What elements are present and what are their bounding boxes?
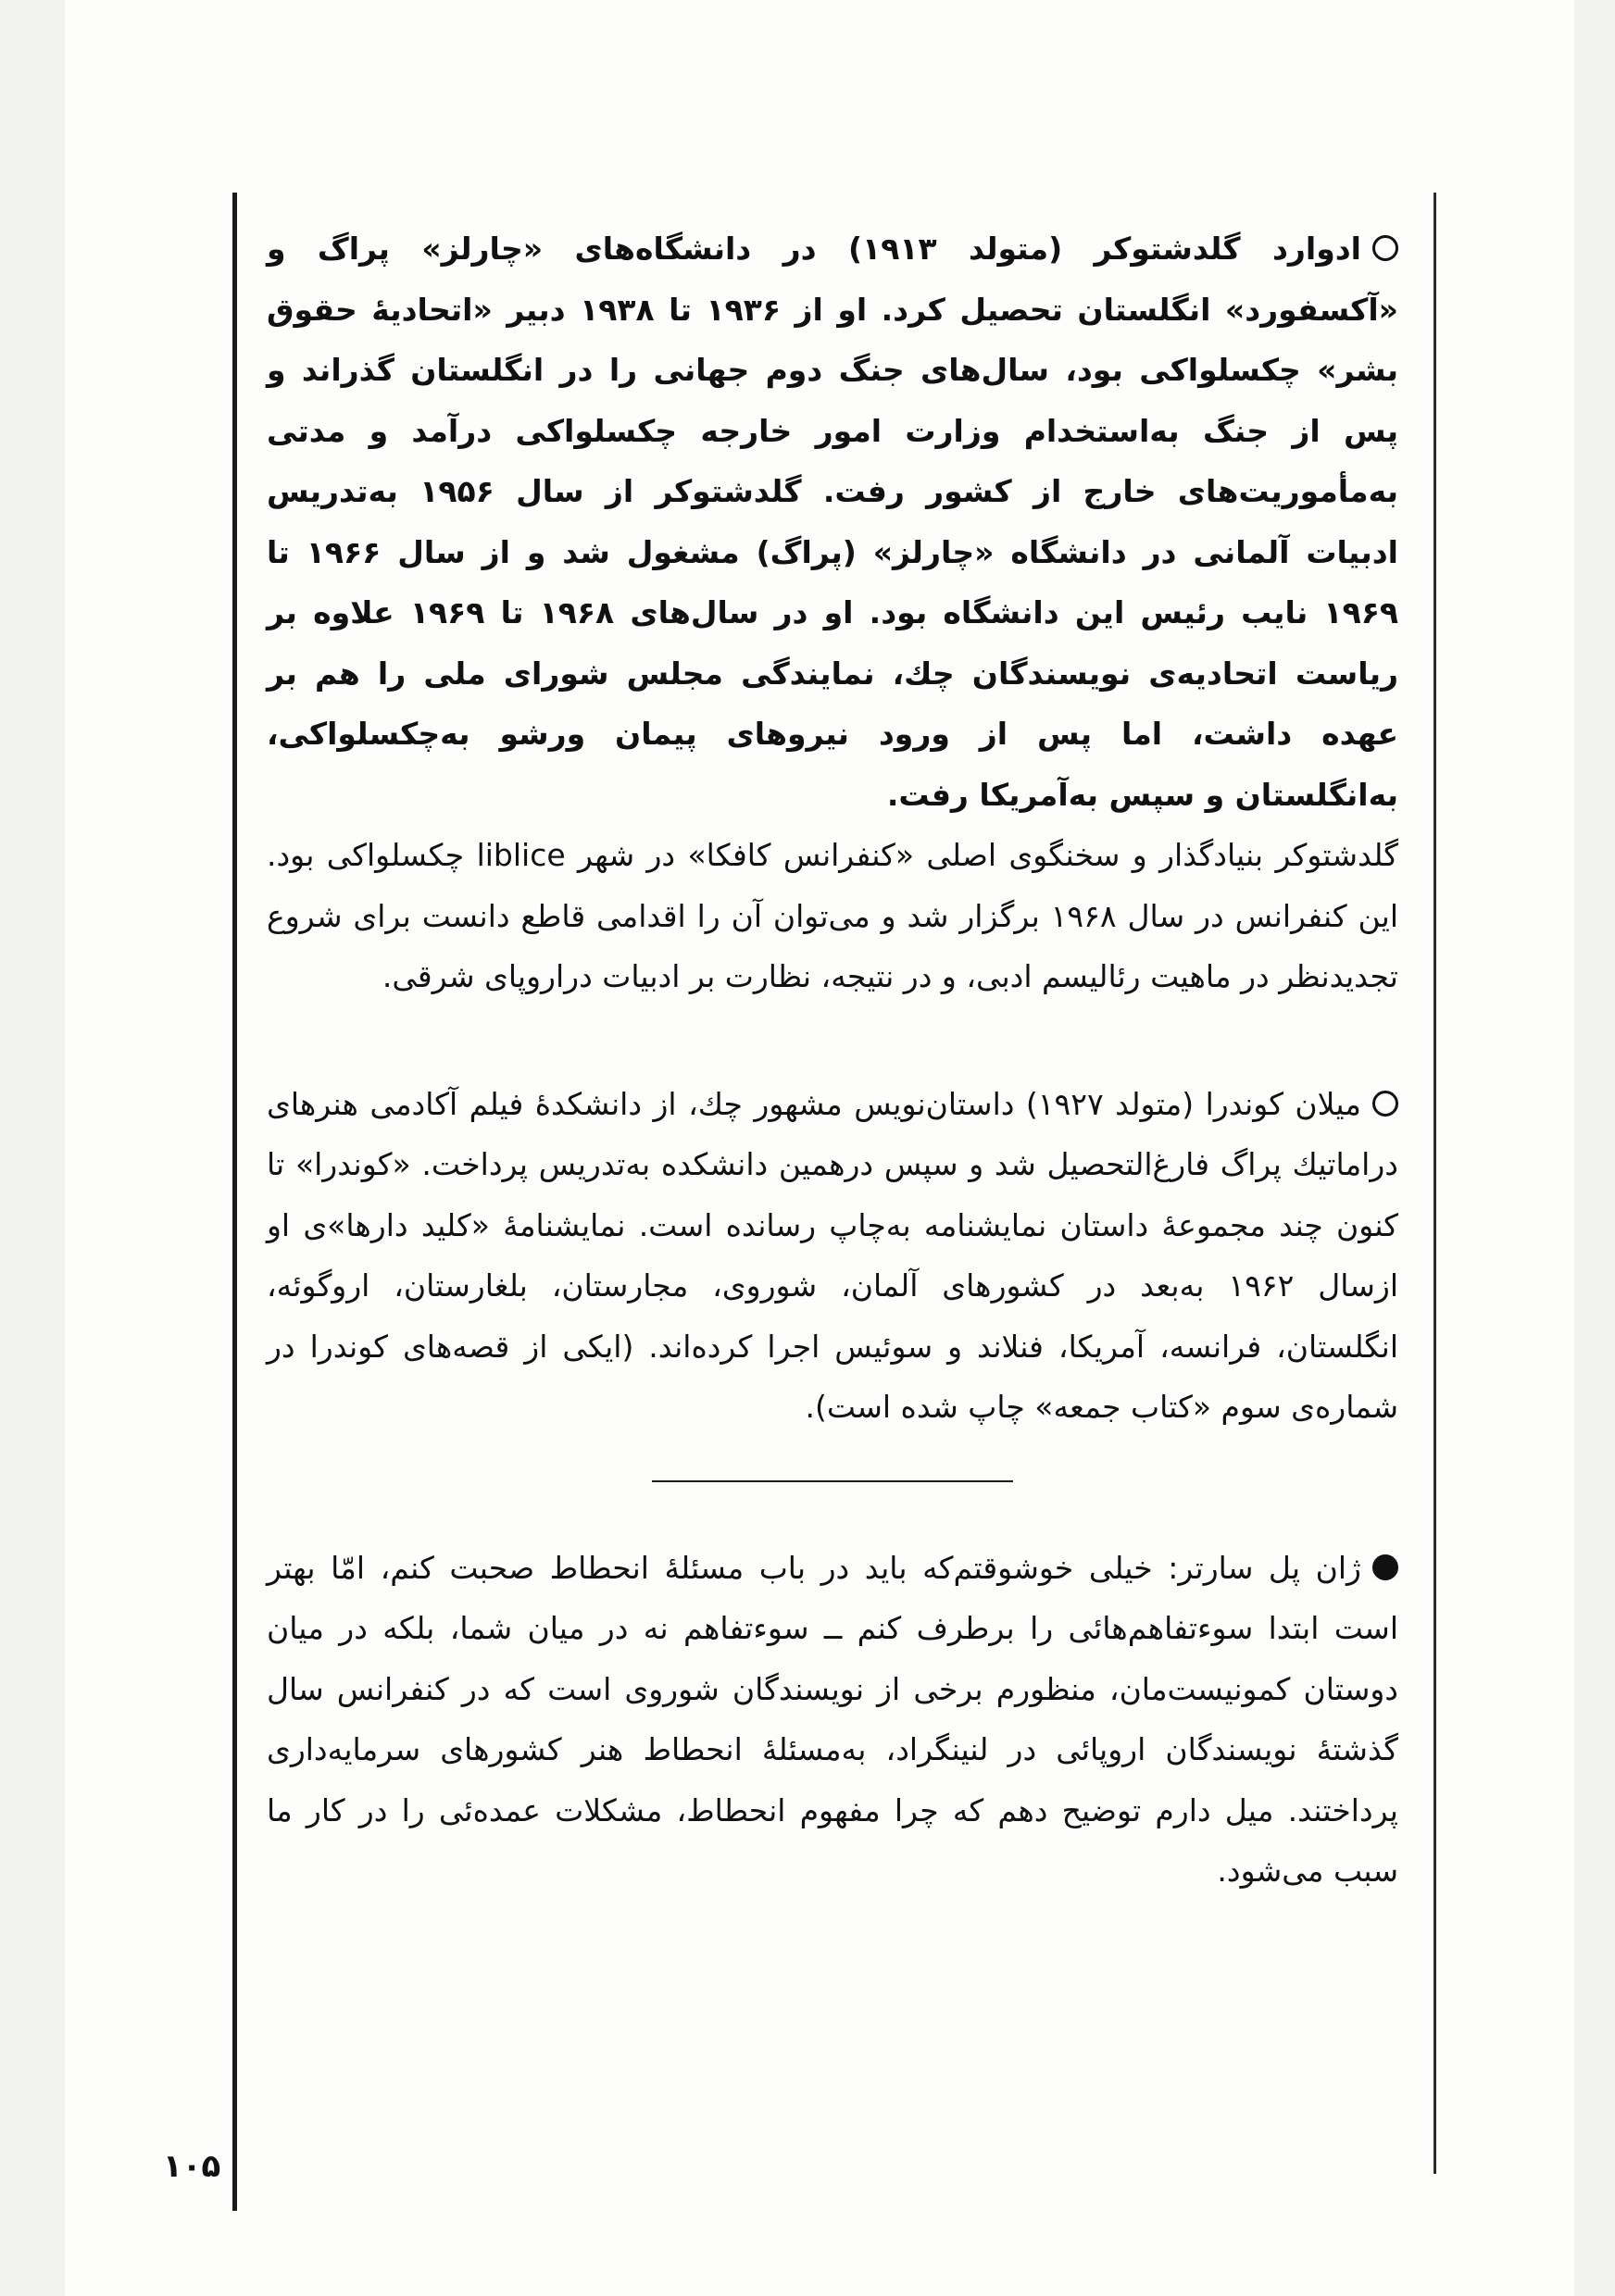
hollow-circle-bullet-icon (1372, 1091, 1398, 1117)
section-goldstucker (267, 218, 1398, 1007)
paragraph: ادوارد گلدشتوکر (متولد ۱۹۱۳) در دانشگاه‌های «چارلز» پراگ و «آکسفورد» انگلستان تحصیل کرد. او از ۱۹۳۶ تا ۱۹۳۸ دبیر «اتحادیهٔ حقوق بشر» چکسلواکی بود، سال‌های جنگ دوم جهانی را در انگلستان گذراند و پس از جنگ به‌استخدام وزارت امور خارجه چکسلواکی درآمد و مدتی به‌مأموریت‌های خارج از کشور رفت. گلدشتوکر از سال ۱۹۵۶ به‌تدریس ادبیات آلمانی در دانشگاه «چارلز» (پراگ) مشغول شد و از سال ۱۹۶۶ تا ۱۹۶۹ نایب رئیس این دانشگاه بود. او در سال‌های ۱۹۶۸ تا ۱۹۶۹ علاوه بر ریاست اتحادیه‌ی نویسندگان چك، نمایندگی مجلس شورای ملی را هم بر عهده داشت، اما پس از ورود نیروهای پیمان ورشو به‌چکسلواکی، به‌انگلستان و سپس به‌آمریکا رفت. (267, 231, 1398, 813)
section-kundera (267, 1074, 1398, 1438)
left-margin-rule (232, 193, 237, 2211)
paragraph: گلدشتوکر بنیادگذار و سخنگوی اصلی «کنفرانس کافکا» در شهر liblice چکسلواکی بود. این کنفرانس در سال ۱۹۶۸ برگزار شد و می‌توان آن را اقدامی قاطع دانست برای شروع تجدیدنظر در ماهیت رئالیسم ادبی، و در نتیجه، نظارت بر ادبیات دراروپای شرقی. (267, 837, 1398, 994)
page-number: ۱۰۵ (163, 2148, 221, 2185)
section-sartre (267, 1538, 1398, 1902)
section-divider (652, 1480, 1013, 1482)
paragraph: ژان پل سارتر: خیلی خوشوقتم‌که باید در باب مسئلهٔ انحطاط صحبت کنم، امّا بهتر است ابتدا سوءتفاهم‌هائی را برطرف کنم ــ سوءتفاهم نه در میان شما، بلکه در میان دوستان کمونیست‌مان، منظورم برخی از نویسندگان شوروی است که در کنفرانس سال گذشتهٔ نویسندگان اروپائی در لنینگراد، به‌مسئلهٔ انحطاط هنر کشورهای سرمایه‌داری پرداختند. میل دارم توضیح دهم که چرا مفهوم انحطاط، مشکلات عمده‌ئی را در کار ما سبب می‌شود. (267, 1549, 1398, 1889)
paragraph: میلان کوندرا (متولد ۱۹۲۷) داستان‌نویس مشهور چك، از دانشکدهٔ فیلم آکادمی هنرهای دراماتیك پراگ فارغ‌التحصیل شد و سپس درهمین دانشکده به‌تدریس پرداخت. «کوندرا» تا کنون چند مجموعهٔ داستان نمایشنامه به‌چاپ رسانده است. نمایشنامهٔ «کلید دارها»ی او ازسال ۱۹۶۲ به‌بعد در کشورهای آلمان، شوروی، مجارستان، بلغارستان، اروگوئه، انگلستان، فرانسه، آمریکا، فنلاند و سوئیس اجرا کرده‌اند. (ایکی از قصه‌های کوندرا در شماره‌ی سوم «کتاب جمعه» چاپ شده است). (267, 1085, 1398, 1425)
spacer (267, 1007, 1398, 1074)
filled-circle-bullet-icon (1372, 1554, 1398, 1580)
hollow-circle-bullet-icon (1372, 235, 1398, 261)
body-text (267, 218, 1398, 1902)
right-margin-rule (1433, 193, 1436, 2174)
